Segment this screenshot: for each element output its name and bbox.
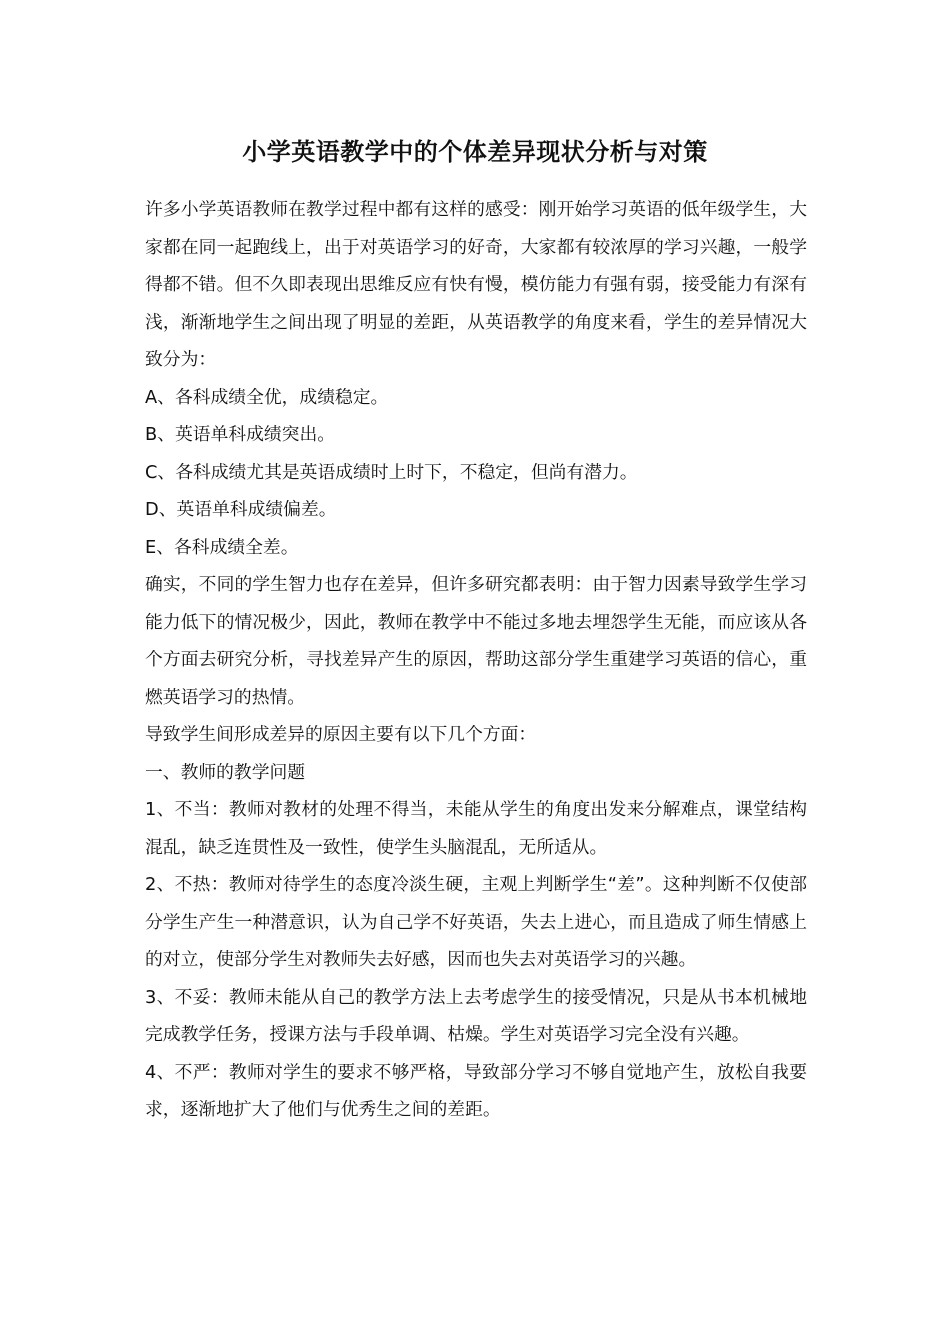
list-item-b: B、英语单科成绩突出。: [145, 424, 336, 445]
list-item-d: D、英语单科成绩偏差。: [145, 499, 337, 520]
paragraph-intro: 许多小学英语教师在教学过程中都有这样的感受：刚开始学习英语的低年级学生，大家都在同一起跑线上，出于对英语学习的好奇，大家都有较浓厚的学习兴趣，一般学得都不错。但不久即表现出思维反应有快有慢，模仿能力有强有弱，接受能力有深有浅，渐渐地学生之间出现了明显的差距，从英语教学的角度来看，学生的差异情况大致分为：: [145, 199, 807, 370]
point-2: 2、不热：教师对待学生的态度冷淡生硬，主观上判断学生“差”。这种判断不仅使部分学生产生一种潜意识，认为自己学不好英语，失去上进心，而且造成了师生情感上的对立，使部分学生对教师失去好感，因而也失去对英语学习的兴趣。: [145, 874, 807, 970]
point-4: 4、不严：教师对学生的要求不够严格，导致部分学习不够自觉地产生，放松自我要求，逐渐地扩大了他们与优秀生之间的差距。: [145, 1061, 807, 1120]
list-item-a: A、各科成绩全优，成绩稳定。: [145, 386, 389, 408]
document-body: [145, 191, 807, 1129]
list-item-e: E、各科成绩全差。: [145, 536, 299, 558]
list-item-c: C、各科成绩尤其是英语成绩时上时下，不稳定，但尚有潜力。: [145, 461, 638, 483]
section-heading-teaching: 一、教师的教学问题: [145, 761, 306, 783]
point-3: 3、不妥：教师未能从自己的教学方法上去考虑学生的接受情况，只是从书本机械地完成教学任务，授课方法与手段单调、枯燥。学生对英语学习完全没有兴趣。: [145, 986, 807, 1045]
paragraph-intelligence: 确实，不同的学生智力也存在差异，但许多研究都表明：由于智力因素导致学生学习能力低下的情况极少，因此，教师在教学中不能过多地去埋怨学生无能，而应该从各个方面去研究分析，寻找差异产生的原因，帮助这部分学生重建学习英语的信心，重燃英语学习的热情。: [145, 574, 807, 708]
document-title: 小学英语教学中的个体差异现状分析与对策: [242, 138, 708, 166]
paragraph-causes-intro: 导致学生间形成差异的原因主要有以下几个方面：: [145, 724, 537, 745]
point-1: 1、不当：教师对教材的处理不得当，未能从学生的角度出发来分解难点，课堂结构混乱，缺乏连贯性及一致性，使学生头脑混乱，无所适从。: [145, 799, 807, 858]
